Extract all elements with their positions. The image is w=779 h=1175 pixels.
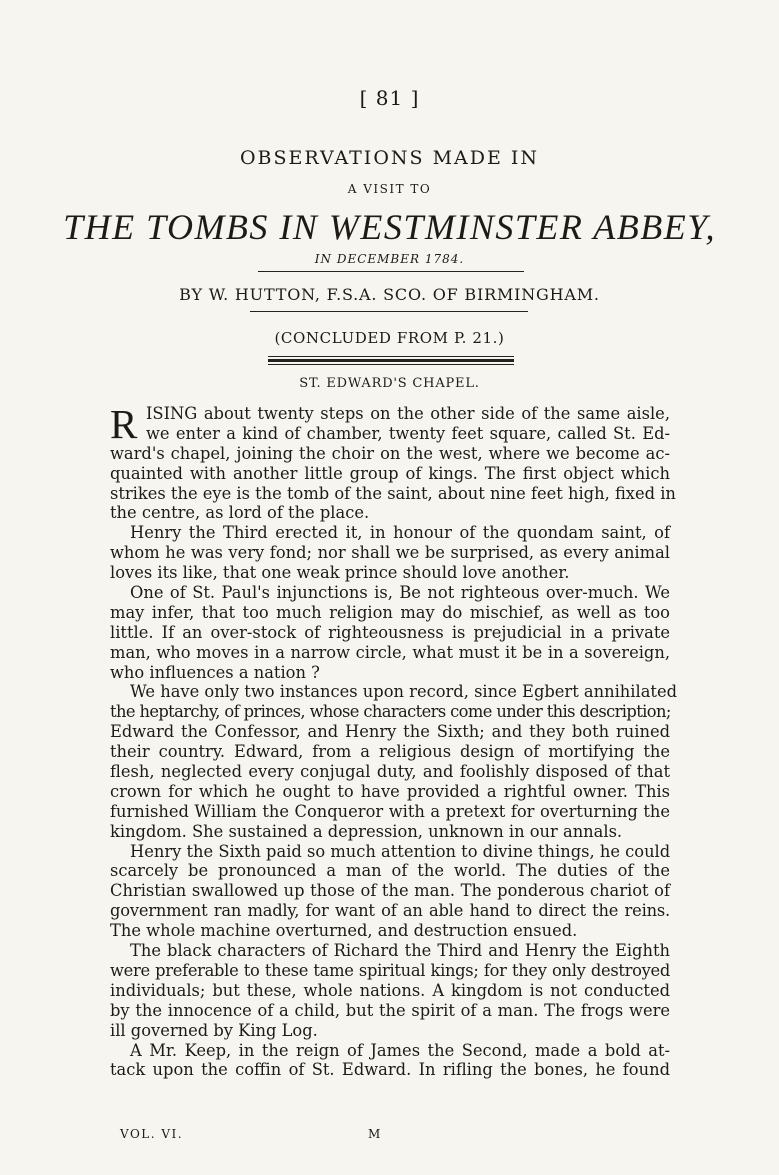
signature-mark: M xyxy=(368,1127,382,1141)
text-line: Henry the Third erected it, in honour of the quondam saint, of xyxy=(130,523,670,543)
text-line: flesh, neglected every conjugal duty, and foolishly disposed of that xyxy=(110,762,670,782)
article-date: IN DECEMBER 1784. xyxy=(314,252,465,266)
text-line: by the innocence of a child, but the spirit of a man. The frogs were xyxy=(110,1000,670,1020)
article-author: BY W. HUTTON, F.S.A. SCO. OF BIRMINGHAM. xyxy=(179,285,600,304)
text-line: We have only two instances upon record, since Egbert annihilated xyxy=(130,682,678,702)
text-line: kingdom. She sustained a depression, unknown in our annals. xyxy=(110,821,623,841)
section-title: ST. EDWARD'S CHAPEL. xyxy=(299,376,480,391)
text-line: The whole machine overturned, and destruction ensued. xyxy=(110,921,578,941)
text-line: ward's chapel, joining the choir on the west, where we become ac- xyxy=(110,443,670,463)
article-title: THE TOMBS IN WESTMINSTER ABBEY, xyxy=(63,207,716,247)
text-line: little. If an over-stock of righteousness is prejudicial in a private xyxy=(110,622,670,642)
text-line: ill governed by King Log. xyxy=(110,1020,318,1040)
divider-rule xyxy=(268,356,514,357)
page-number: [ 81 ] xyxy=(359,86,420,110)
text-line: loves its like, that one weak prince should love another. xyxy=(110,563,570,583)
text-line: One of St. Paul's injunctions is, Be not righteous over-much. We xyxy=(130,583,670,603)
text-line: were preferable to these tame spiritual kings; for they only destroyed xyxy=(110,960,670,980)
continuation-note: (CONCLUDED FROM P. 21.) xyxy=(274,329,505,347)
text-line: man, who moves in a narrow circle, what must it be in a sovereign, xyxy=(110,642,670,662)
article-heading: OBSERVATIONS MADE IN xyxy=(239,147,540,169)
text-line: quainted with another little group of kings. The first object which xyxy=(110,463,670,483)
text-line: The black characters of Richard the Third and Henry the Eighth xyxy=(130,941,670,961)
text-line: Henry the Sixth paid so much attention to divine things, he could xyxy=(130,841,671,861)
text-line: ISING about twenty steps on the other side of the same aisle, xyxy=(146,404,670,423)
drop-cap: R xyxy=(110,401,138,447)
text-line: scarcely be pronounced a man of the world. The duties of the xyxy=(110,861,670,881)
divider-rule-thick xyxy=(268,359,514,362)
divider-rule xyxy=(268,364,514,365)
divider-rule xyxy=(250,311,528,312)
article-subheading: A VISIT TO xyxy=(347,182,432,196)
text-line: government ran madly, for want of an able hand to direct the reins. xyxy=(110,901,670,921)
text-line: we enter a kind of chamber, twenty feet square, called St. Ed- xyxy=(146,423,670,443)
text-line: tack upon the coffin of St. Edward. In rifling the bones, he found xyxy=(110,1060,670,1080)
text-line: A Mr. Keep, in the reign of James the Second, made a bold at- xyxy=(130,1040,670,1060)
text-line: furnished William the Conqueror with a pretext for overturning the xyxy=(110,801,670,821)
volume-footer: VOL. VI. xyxy=(120,1127,184,1141)
text-line: who influences a nation ? xyxy=(110,662,320,682)
text-line: may infer, that too much religion may do mischief, as well as too xyxy=(110,602,670,622)
text-line: Edward the Confessor, and Henry the Sixth; and they both ruined xyxy=(110,722,670,742)
text-line: individuals; but these, whole nations. A kingdom is not conducted xyxy=(110,980,670,1000)
text-line: the heptarchy, of princes, whose characters come under this description; xyxy=(110,702,671,722)
text-line: Christian swallowed up those of the man. The ponderous chariot of xyxy=(110,881,670,901)
text-line: their country. Edward, from a religious design of mortifying the xyxy=(110,742,670,762)
text-line: crown for which he ought to have provided a rightful owner. This xyxy=(110,781,670,801)
text-line: strikes the eye is the tomb of the saint, about nine feet high, fixed in xyxy=(110,483,676,503)
text-line: whom he was very fond; nor shall we be surprised, as every animal xyxy=(110,543,670,563)
text-line: the centre, as lord of the place. xyxy=(110,503,370,523)
article-body xyxy=(110,401,678,1080)
divider-rule xyxy=(258,271,524,272)
